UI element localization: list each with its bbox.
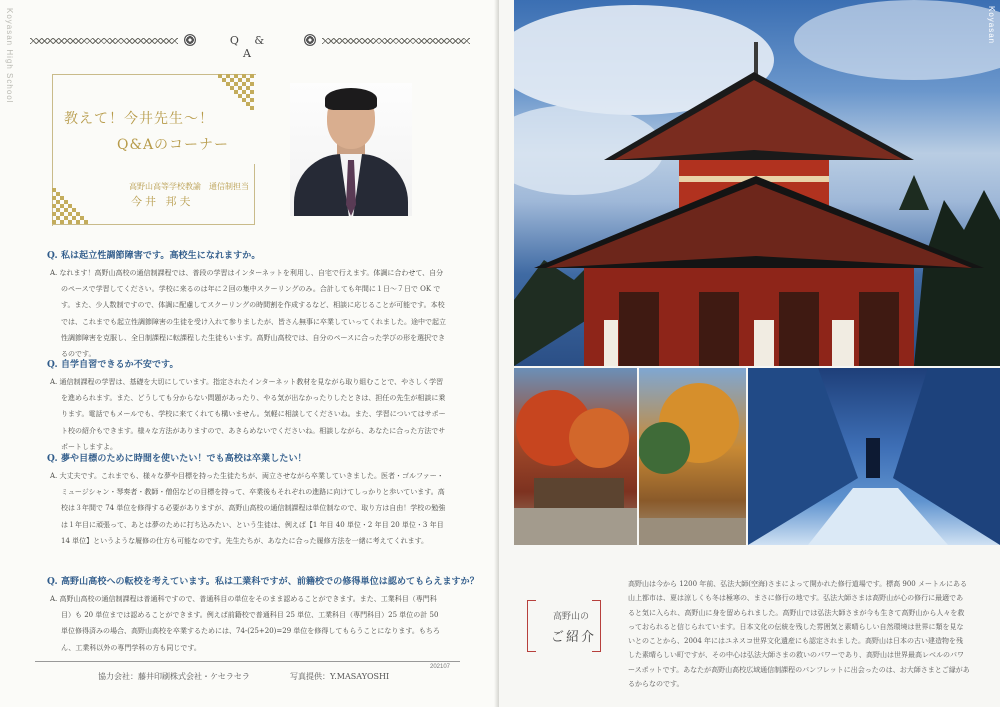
question-4: Q. 高野山高校への転校を考えています。私は工業科ですが、前籍校での修得単位は認めてもらえますか？ (47, 577, 479, 587)
qa-item-2 (47, 357, 447, 455)
intro-bracket-left (527, 600, 536, 652)
qa-header (30, 34, 470, 60)
question-3: Q. 夢や目標のために時間を使いたい！でも高校は卒業したい！ (47, 454, 307, 464)
left-page (0, 0, 498, 707)
answer-4: A. 高野山高校の通信制課程は普通科ですので、普通科目の単位をそのまま認めることができます。また、工業科目（専門科目）も 20 単位までは認めることができます。例えば前籍校で普通科目 25 単位、工業科目（専門科目）25 単位の計 50 単位修得済みの場合、高野山高校を卒業するためには、74-(25+20)=29 単位を修得してもらうことになります。もちろん、工業科以外の専門学科の方も同じです。 (50, 595, 440, 652)
qa-header-title: Q & A (229, 34, 271, 60)
koyasan-intro-text: 高野山は今から 1200 年前、弘法大師(空海)さまによって開かれた修行道場です。標高 900 メートルにある山上都市は、夏は涼しくも冬は極寒の、まさに修行の地です。弘法大師さまは高野山が心の修行に最適であると気に入られ、高野山に身を留められました。高野山では弘法大師さまが今も生きて高野山から人々を救っておられると信じられています。日本文化の伝統を残した雰囲気と素晴らしい自然環境は世界に類を見ないとのことから、2004 年にはユネスコ世界文化遺産にも認定されました。高野山は日本の古い建造物を残した素晴らしい町ですが、その中心は弘法大師さまの救いのパワーであり、高野山は世界最高レベルのパワースポットです。あなたが高野山高校広域通信制課程のパンフレットに出会ったのは、お大師さまとご縁があるからなのです。 (628, 580, 970, 689)
title-frame-right (254, 164, 255, 225)
autumn-trees-photo (639, 368, 746, 545)
footer-rule (35, 661, 460, 662)
answer-3: A. 大丈夫です。これまでも、様々な夢や目標を持った生徒たちが、両立させながら卒業していきました。医者・ゴルファー・ミュージシャン・琴奏者・教師・僧侶などの目標を持って、卒業後もそれぞれの進路に向けてしっかりと歩いています。高校は３年間で 74 単位を修得する必要がありますが、高野山高校の通信制課程は単位制なので、取り方は自由！学校の勉強は１年目に頑張って、あとは夢のために打ち込みたい、という生徒は、例えば【1 年目 40 単位・2 年目 20 単位・3 年目 14 単位】というような履修の仕方も可能なのです。先生たちが、あなたに合った履修方法を一緒に考えてくれます。 (50, 472, 446, 545)
snowy-cemetery-path-photo (748, 368, 1000, 545)
intro-label-line2: ご紹介 (551, 630, 597, 645)
heading-line1: 教えて！今井先生〜！ (64, 111, 214, 127)
flower-ornament-right-icon (304, 34, 316, 46)
qa-item-3 (47, 451, 447, 549)
title-frame-bottom (52, 224, 255, 225)
pagoda-illustration (514, 0, 1000, 366)
teacher-name: 今井 邦夫 (131, 195, 194, 208)
pagoda-photo (514, 0, 1000, 366)
footer-date-code: 202107 (430, 664, 451, 670)
zigzag-ornament-left (30, 38, 178, 44)
cooperation-credit: 協力会社：藤井印刷株式会社・ケセラセラ (98, 672, 250, 681)
heading-line2: Q&Aのコーナー (117, 137, 230, 153)
autumn-maple-photo (514, 368, 637, 545)
qa-item-4 (47, 574, 479, 656)
photo-credit: 写真提供：Y.MASAYOSHI (290, 672, 390, 681)
flower-ornament-left-icon (184, 34, 196, 46)
qa-item-1 (47, 248, 447, 362)
answer-2: A. 通信制課程の学習は、基礎を大切にしています。指定されたインターネット教材を見ながら取り組むことで、やさしく学習を進められます。また、どうしても分からない問題があったり、やる気が出なかったりしたときは、担任の先生が相談に乗ります。電話でもメールでも、学校に来てくれても構いません。気軽に相談してくださいね。また、学習についてはサポート校の紹介もできます。様々な方法がありますので、あきらめないでくださいね。相談しながら、あなたに合った方法でサポートしますよ。 (50, 378, 446, 451)
right-side-text: Koyasan (987, 6, 996, 45)
teacher-portrait (290, 83, 412, 216)
question-1: Q. 私は起立性調節障害です。高校生になれますか。 (47, 251, 261, 261)
intro-label-line1: 高野山の (553, 612, 590, 622)
left-side-text: Koyasan High School (5, 8, 14, 104)
question-2: Q. 自学自習できるか不安です。 (47, 360, 179, 370)
answer-1: A. なれます！高野山高校の通信制課程では、普段の学習はインターネットを利用し、自宅で行えます。体調に合わせて、自分のペースで学習してください。学校に来るのは年に２回の集中スクーリングのみ。合計しても年間に１日〜７日で OK です。また、少人数制ですので、体調に配慮してスクーリングの時間割を作成するなど、相談に応じることが可能です。本校では、これまでも起立性調節障害の生徒を受け入れて参りましたが、皆さん無事に卒業していってくれました。途中で起立性調節障害を克服し、全日制課程に転課程した生徒もいます。高野山高校では、自分のペースに合った学びの形を選択できるのです。 (50, 269, 446, 359)
zigzag-ornament-right (322, 38, 470, 44)
teacher-role: 高野山高等学校教諭 通信制担当 (129, 182, 249, 191)
